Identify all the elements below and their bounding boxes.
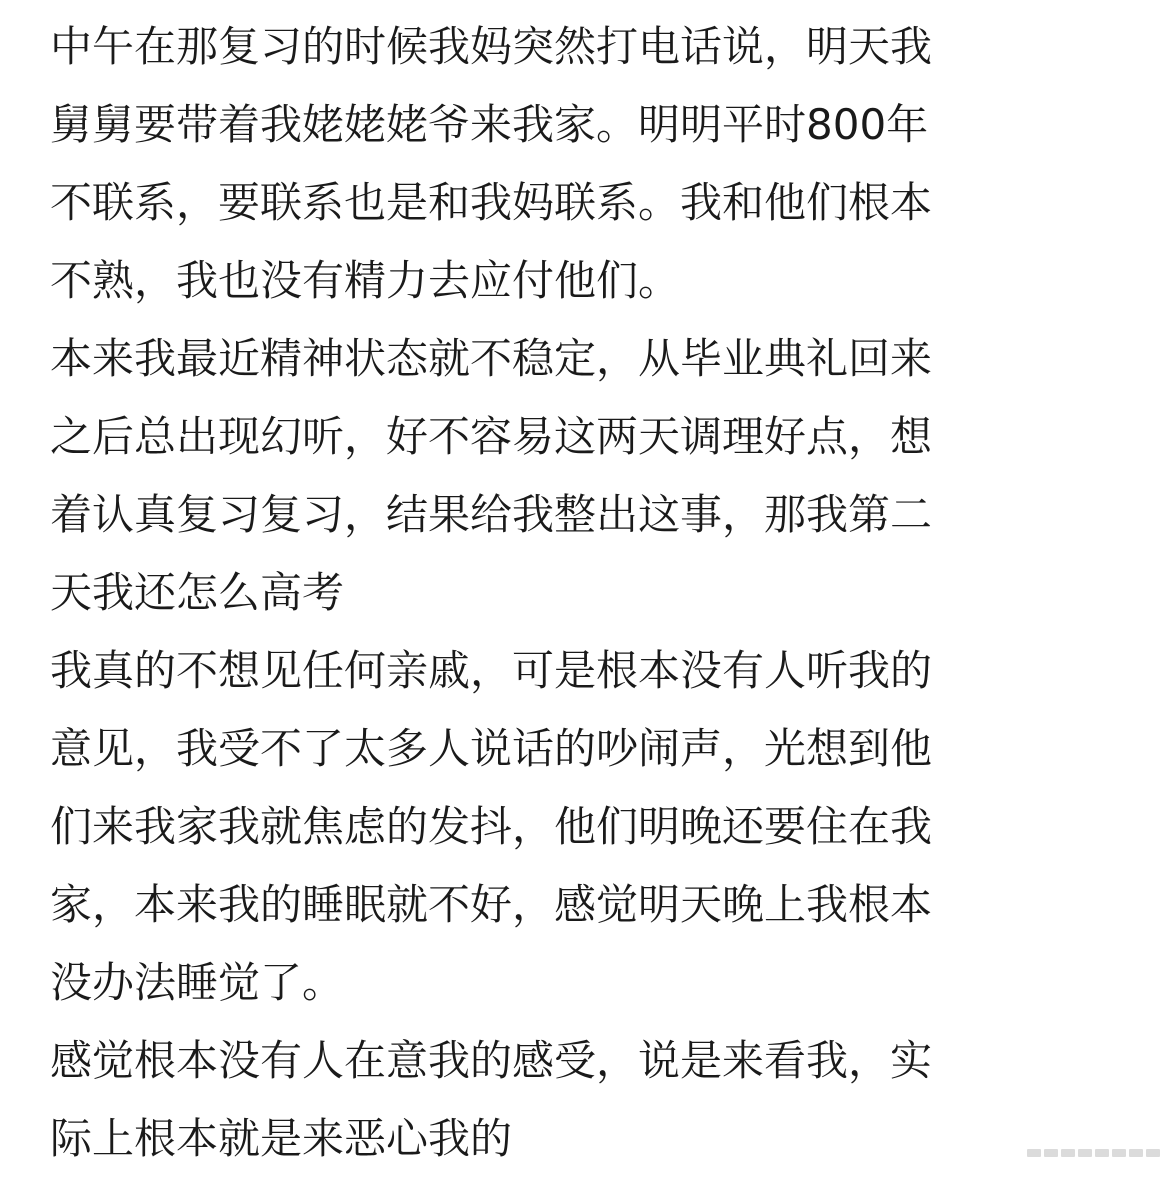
post-line: 本来我最近精神状态就不稳定，从毕业典礼回来 xyxy=(50,334,933,383)
post-line: 之后总出现幻听，好不容易这两天调理好点，想 xyxy=(50,412,933,461)
watermark-bar xyxy=(1078,1149,1092,1157)
watermark-bar xyxy=(1027,1149,1041,1157)
post-line: 不熟，我也没有精力去应付他们。 xyxy=(50,256,681,305)
watermark-bar xyxy=(1061,1149,1075,1157)
post-line: 们来我家我就焦虑的发抖，他们明晚还要住在我 xyxy=(50,802,933,851)
watermark-mark xyxy=(1027,1149,1160,1157)
post-line: 着认真复习复习，结果给我整出这事，那我第二 xyxy=(50,490,933,539)
post-line: 天我还怎么高考 xyxy=(50,568,345,617)
watermark-bar xyxy=(1044,1149,1058,1157)
post-line: 感觉根本没有人在意我的感受，说是来看我，实 xyxy=(50,1036,933,1085)
post-line: 我真的不想见任何亲戚，可是根本没有人听我的 xyxy=(50,646,933,695)
post-line: 中午在那复习的时候我妈突然打电话说，明天我 xyxy=(50,22,933,71)
post-line: 不联系，要联系也是和我妈联系。我和他们根本 xyxy=(50,178,933,227)
post-line: 意见，我受不了太多人说话的吵闹声，光想到他 xyxy=(50,724,933,773)
post-line: 际上根本就是来恶心我的 xyxy=(50,1114,513,1163)
watermark-bar xyxy=(1129,1149,1143,1157)
post-line: 舅舅要带着我姥姥姥爷来我家。明明平时800年 xyxy=(50,100,929,149)
post-line: 没办法睡觉了。 xyxy=(50,958,345,1007)
watermark-bar xyxy=(1112,1149,1126,1157)
watermark-bar xyxy=(1095,1149,1109,1157)
post-line: 家，本来我的睡眠就不好，感觉明天晚上我根本 xyxy=(50,880,933,929)
watermark-bar xyxy=(1146,1149,1160,1157)
post-text-body xyxy=(50,0,1080,1178)
